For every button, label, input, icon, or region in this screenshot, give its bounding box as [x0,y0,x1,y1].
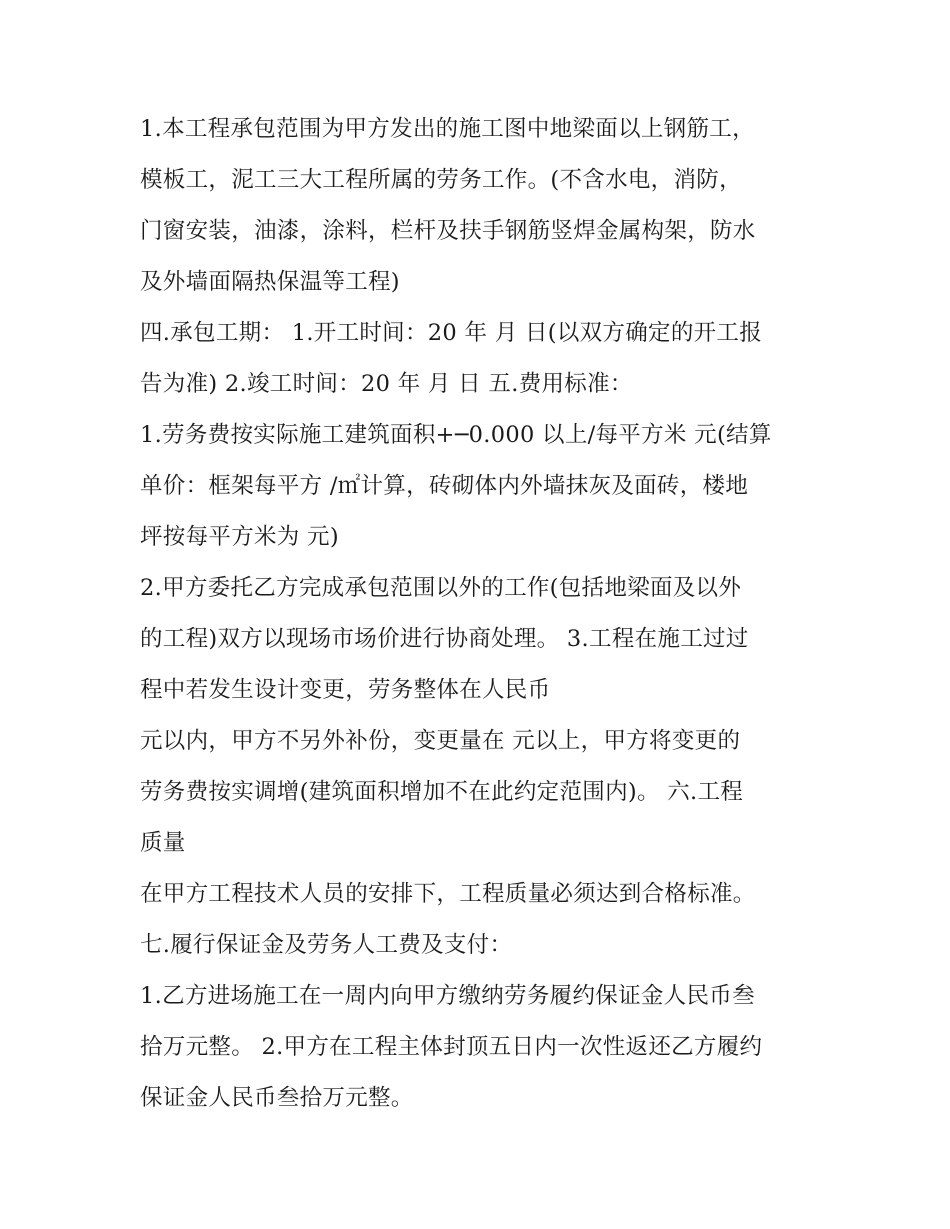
text-line: 模板工，泥工三大工程所属的劳务工作。(不含水电，消防， [140,167,742,193]
text-line: 的工程)双方以现场市场价进行协商处理。 3.工程在施工过过 [140,626,749,652]
text-line: 门窗安装，油漆，涂料，栏杆及扶手钢筋竖焊金属构架，防水 [140,218,756,244]
text-line: 保证金人民币叁拾万元整。 [140,1085,414,1111]
text-line: 及外墙面隔热保温等工程) [140,269,400,295]
text-line: 1.乙方进场施工在一周内向甲方缴纳劳务履约保证金人民币叁 [140,983,755,1009]
text-line: 元以内，甲方不另外补份，变更量在 元以上，甲方将变更的 [140,728,741,754]
text-line: 程中若发生设计变更，劳务整体在人民币 [140,677,551,703]
text-line: 七.履行保证金及劳务人工费及支付： [140,932,513,958]
text-line: 质量 [140,830,186,856]
text-line: 在甲方工程技术人员的安排下，工程质量必须达到合格标准。 [140,881,756,907]
text-line: 2.甲方委托乙方完成承包范围以外的工作(包括地梁面及以外 [140,575,742,601]
text-line: 告为准) 2.竣工时间：20 年 月 日 五.费用标准： [140,371,633,397]
text-line: 1.本工程承包范围为甲方发出的施工图中地梁面以上钢筋工， [140,116,755,142]
text-line: 拾万元整。 2.甲方在工程主体封顶五日内一次性返还乙方履约 [140,1034,763,1060]
text-line: 劳务费按实调增(建筑面积增加不在此约定范围内)。 六.工程 [140,779,744,805]
text-line: 四.承包工期： 1.开工时间：20 年 月 日(以双方确定的开工报 [140,320,763,346]
text-line: 单价：框架每平方 /㎡计算，砖砌体内外墙抹灰及面砖，楼地 [140,473,749,499]
text-line: 坪按每平方米为 元) [140,524,339,550]
text-line: 1.劳务费按实际施工建筑面积+─0.000 以上/每平方米 元(结算 [140,422,772,448]
